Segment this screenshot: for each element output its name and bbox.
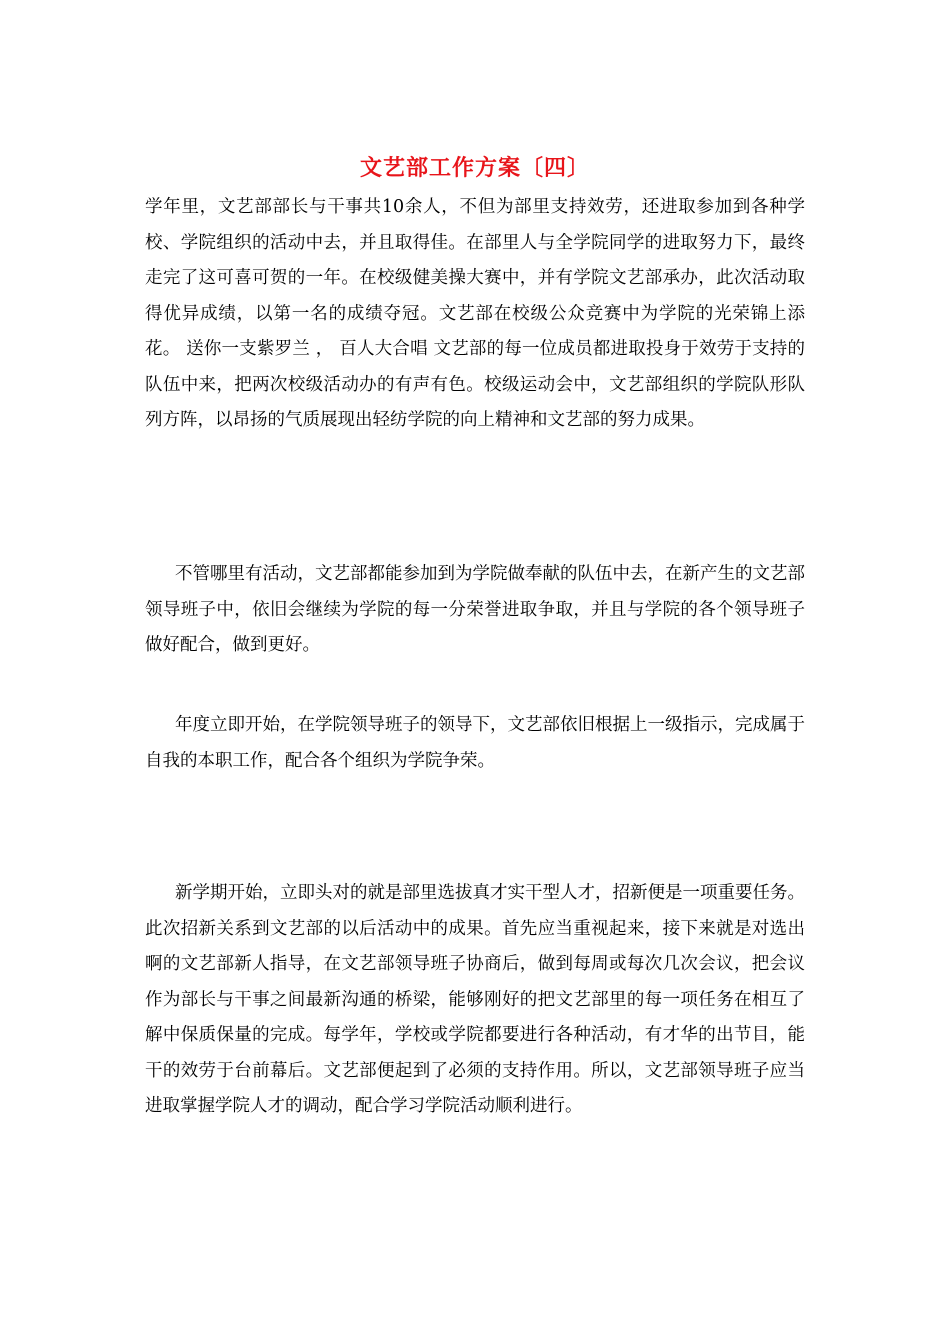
document-title: 文艺部工作方案〔四〕 [359,155,590,181]
paragraph-4: 新学期开始，立即头对的就是部里选拔真才实干型人才，招新便是一项重要任务。此次招新关系到文艺部的以后活动中的成果。首先应当重视起来，接下来就是对选出啊的文艺部新人指导，在文艺部领导班子协商后，做到每周或每次几次会议，把会议作为部长与干事之间最新沟通的桥梁，能够刚好的把文艺部里的每一项任务在相互了解中保质保量的完成。每学年，学校或学院都要进行各种活动，有才华的出节目，能干的效劳于台前幕后。文艺部便起到了必须的支持作用。所以，文艺部领导班子应当进取掌握学院人才的调动，配合学习学院活动顺利进行。 [145,883,805,1116]
paragraph-2: 不管哪里有活动，文艺部都能参加到为学院做奉献的队伍中去，在新产生的文艺部领导班子中，依旧会继续为学院的每一分荣誉进取争取，并且与学院的各个领导班子做好配合，做到更好。 [145,564,805,655]
paragraph-1: 学年里，文艺部部长与干事共10余人，不但为部里支持效劳，还进取参加到各种学校、学院组织的活动中去，并且取得佳。在部里人与全学院同学的进取努力下，最终走完了这可喜可贺的一年。在校级健美操大赛中，并有学院文艺部承办，此次活动取得优异成绩，以第一名的成绩夺冠。文艺部在校级公众竞赛中为学院的光荣锦上添花。 送你一支紫罗兰 ， 百人大合唱 文艺部的每一位成员都进取投身于效劳于支持的队伍中来，把两次校级活动办的有声有色。校级运动会中，文艺部组织的学院队形队列方阵，以昂扬的气质展现出轻纺学院的向上精神和文艺部的努力成果。 [145,197,805,430]
paragraph-3: 年度立即开始，在学院领导班子的领导下，文艺部依旧根据上一级指示，完成属于自我的本职工作，配合各个组织为学院争荣。 [145,715,805,771]
